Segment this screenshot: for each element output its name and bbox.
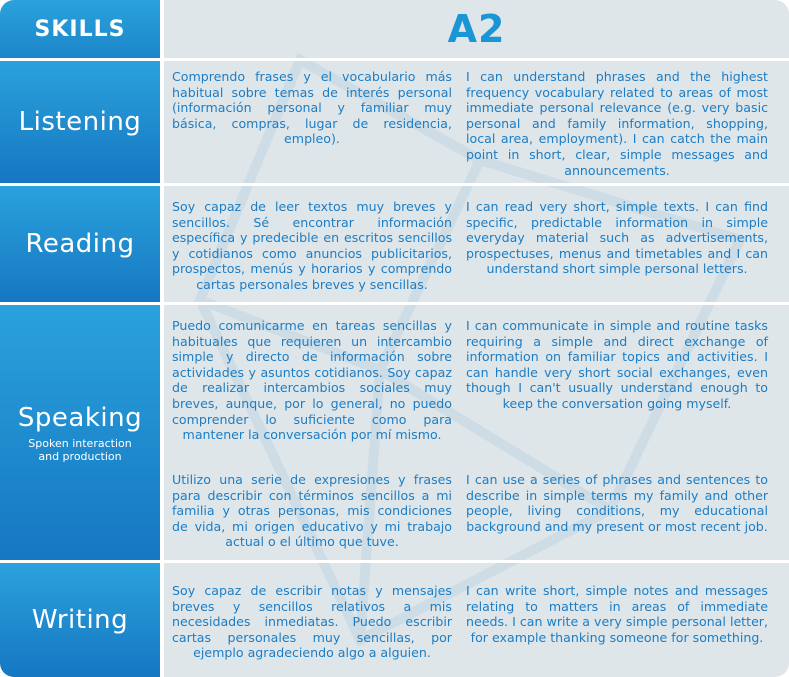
listening-en-text: I can understand phrases and the highest frequency vocabulary related to areas of most immediate personal relevance (e.g. very basic personal and family information, shopping, local area, employment). I can catch the main point in short, clear, simple messages and announcements. bbox=[466, 69, 768, 178]
skills-header-label: SKILLS bbox=[34, 16, 126, 42]
row-divider bbox=[0, 183, 789, 186]
level-title: A2 bbox=[447, 7, 506, 51]
listening-es-text: Comprendo frases y el vocabulario más habitual sobre temas de interés personal (información personal y familiar muy básica, compras, lugar de residencia, empleo). bbox=[172, 69, 452, 147]
column-divider bbox=[160, 0, 164, 677]
skill-cell-listening bbox=[0, 61, 160, 183]
skill-label-speaking: Speaking bbox=[17, 402, 143, 433]
row-divider bbox=[0, 302, 789, 305]
speaking-en-text-2: I can use a series of phrases and sentences to describe in simple terms my family and other people, living conditions, my educational background and my present or most recent job. bbox=[466, 472, 768, 534]
skill-label-writing: Writing bbox=[31, 605, 129, 635]
reading-en-text: I can read very short, simple texts. I can find specific, predictable information in simple everyday material such as advertisements, prospectuses, menus and timetables and I can understand short simple personal letters. bbox=[466, 199, 768, 277]
skill-label-listening: Listening bbox=[18, 107, 142, 137]
row-divider bbox=[0, 560, 789, 563]
skill-label-reading: Reading bbox=[25, 229, 135, 259]
level-header-cell bbox=[164, 0, 789, 58]
skill-cell-writing bbox=[0, 563, 160, 677]
skill-cell-reading bbox=[0, 186, 160, 302]
skills-header-cell bbox=[0, 0, 160, 58]
speaking-es-text-1: Puedo comunicarme en tareas sencillas y habituales que requieren un intercambio simple y directo de información sobre actividades y asuntos cotidianos. Soy capaz de realizar intercambios sociales muy breves, aunque, por lo general, no puedo comprender lo suficiente como para mantener la conversación por mí mismo. bbox=[172, 318, 452, 443]
speaking-en-text-1: I can communicate in simple and routine tasks requiring a simple and direct exchange of information on familiar topics and activities. I can handle very short social exchanges, even though I can't usually understand enough to keep the conversation going myself. bbox=[466, 318, 768, 411]
skill-cell-speaking bbox=[0, 305, 160, 560]
row-divider bbox=[0, 58, 789, 61]
speaking-es-text-2: Utilizo una serie de expresiones y frases para describir con términos sencillos a mi familia y otras personas, mis condiciones de vida, mi origen educativo y mi trabajo actual o el último que tuve. bbox=[172, 472, 452, 550]
writing-en-text: I can write short, simple notes and messages relating to matters in areas of immediate needs. I can write a very simple personal letter, for example thanking someone for something. bbox=[466, 583, 768, 645]
reading-es-text: Soy capaz de leer textos muy breves y sencillos. Sé encontrar información específica y predecible en escritos sencillos y cotidianos como anuncios publicitarios, prospectos, menús y horarios y comprendo cartas personales breves y sencillas. bbox=[172, 199, 452, 292]
skill-sublabel-speaking: Spoken interaction and production bbox=[28, 436, 132, 463]
writing-es-text: Soy capaz de escribir notas y mensajes breves y sencillos relativos a mis necesidades inmediatas. Puedo escribir cartas personales muy sencillas, por ejemplo agradeciendo algo a alguien. bbox=[172, 583, 452, 661]
